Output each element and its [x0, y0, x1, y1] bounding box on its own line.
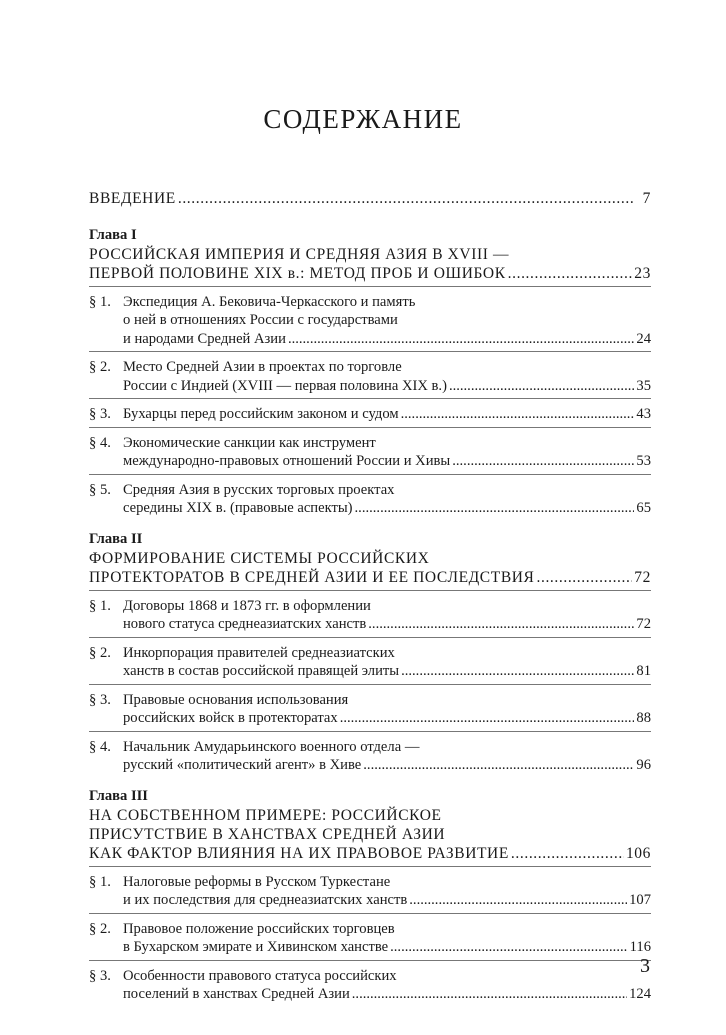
dot-leader [537, 568, 633, 587]
toc-page-number: 23 [634, 264, 651, 282]
toc-line [89, 844, 651, 863]
section-body [123, 920, 651, 957]
toc-line [89, 190, 651, 209]
chapter-title-line: ПРИСУТСТВИЕ В ХАНСТВАХ СРЕДНЕЙ АЗИИ [89, 825, 446, 843]
toc-page-number: 116 [629, 939, 651, 955]
toc-page-number: 88 [636, 710, 651, 726]
section-title-line: ханств в состав российской правящей элиты [123, 663, 400, 679]
section-divider [89, 351, 651, 352]
toc-section [89, 920, 651, 957]
section-number: § 2. [89, 644, 111, 661]
chapter-label: Глава III [89, 787, 148, 804]
section-title-line: Правовое положение российских торговцев [123, 920, 395, 937]
chapter-title-line: КАК ФАКТОР ВЛИЯНИЯ НА ИХ ПРАВОВОЕ РАЗВИТИЕ [89, 844, 509, 862]
toc-line [123, 985, 651, 1004]
section-divider [89, 286, 651, 287]
dot-leader [178, 190, 635, 209]
section-title-line: середины XIX в. (правовые аспекты) [123, 500, 353, 516]
toc-section [89, 597, 651, 634]
dot-leader [452, 452, 634, 471]
toc-section [89, 293, 651, 349]
section-divider [89, 866, 651, 867]
section-title-line: Средняя Азия в русских торговых проектах [123, 481, 395, 498]
toc-section [89, 481, 651, 518]
dot-leader [449, 377, 634, 396]
section-divider [89, 427, 651, 428]
section-divider [89, 474, 651, 475]
toc-line [123, 452, 651, 471]
dot-leader [288, 330, 634, 349]
toc-section [89, 873, 651, 910]
toc-line [123, 756, 651, 775]
section-title-line: в Бухарском эмирате и Хивинском ханстве [123, 939, 389, 955]
chapter-title-line: НА СОБСТВЕННОМ ПРИМЕРЕ: РОССИЙСКОЕ [89, 806, 442, 824]
section-title-line: русский «политический агент» в Хиве [123, 757, 362, 773]
section-body [123, 481, 651, 518]
dot-leader [511, 844, 624, 863]
section-title-line: Начальник Амударьинского военного отдела — [123, 738, 420, 755]
toc-section [89, 434, 651, 471]
toc-line [123, 615, 651, 634]
section-title-line: Договоры 1868 и 1873 гг. в оформлении [123, 597, 371, 614]
section-number: § 4. [89, 738, 111, 755]
toc-section [89, 358, 651, 395]
toc-page-number: 106 [625, 844, 651, 862]
section-body [123, 691, 651, 728]
toc-line [123, 662, 651, 681]
section-title-line: российских войск в протекторатах [123, 710, 338, 726]
section-body [123, 358, 651, 395]
toc-line [123, 330, 651, 349]
section-divider [89, 913, 651, 914]
section-number: § 1. [89, 293, 111, 310]
toc-line [123, 499, 651, 518]
toc-page-number: 96 [636, 757, 651, 773]
section-title-line: Правовые основания использования [123, 691, 349, 708]
toc-section [89, 405, 651, 424]
intro-label: ВВЕДЕНИЕ [89, 190, 176, 207]
toc-line [123, 377, 651, 396]
section-body [123, 434, 651, 471]
section-number: § 4. [89, 434, 111, 451]
section-divider [89, 684, 651, 685]
toc-page-number: 72 [636, 616, 651, 632]
chapter-block [89, 226, 651, 518]
dot-leader [508, 264, 633, 283]
section-title-line: нового статуса среднеазиатских ханств [123, 616, 367, 632]
toc-page-number: 81 [636, 663, 651, 679]
section-body [123, 644, 651, 681]
section-title-line: Экспедиция А. Бековича-Черкасского и память [123, 293, 416, 310]
section-body [123, 597, 651, 634]
toc-page-number: 43 [636, 406, 651, 422]
section-body [123, 738, 651, 775]
dot-leader [409, 891, 627, 910]
chapter-label: Глава I [89, 226, 137, 243]
section-body [123, 405, 651, 424]
toc-page-number: 53 [636, 453, 651, 469]
section-number: § 2. [89, 920, 111, 937]
section-title-line: Экономические санкции как инструмент [123, 434, 376, 451]
dot-leader [368, 615, 634, 634]
toc-line [123, 891, 651, 910]
section-number: § 3. [89, 406, 111, 422]
section-body [123, 873, 651, 910]
toc-line [123, 938, 651, 957]
section-number: § 1. [89, 597, 111, 614]
toc-page-number: 7 [642, 190, 651, 207]
toc-section [89, 967, 651, 1004]
section-divider [89, 398, 651, 399]
dot-leader [355, 499, 635, 518]
toc-line [89, 568, 651, 587]
dot-leader [390, 938, 628, 957]
section-divider [89, 590, 651, 591]
toc-section [89, 691, 651, 728]
table-of-contents [89, 190, 651, 1016]
section-title-line: России с Индией (XVIII — первая половина XIX в.) [123, 377, 447, 394]
toc-page-number: 72 [634, 568, 651, 586]
toc-section [89, 644, 651, 681]
section-title-line: Особенности правового статуса российских [123, 967, 397, 984]
section-title-line: Инкорпорация правителей среднеазиатских [123, 644, 395, 661]
chapter-label: Глава II [89, 530, 143, 547]
section-title-line: о ней в отношениях России с государствами [123, 312, 398, 328]
section-title-line: Бухарцы перед российским законом и судом [123, 406, 399, 422]
toc-line [89, 264, 651, 283]
toc-section [89, 738, 651, 775]
section-divider [89, 637, 651, 638]
section-number: § 5. [89, 481, 111, 498]
section-divider [89, 960, 651, 961]
toc-page-number: 24 [636, 330, 651, 347]
section-number: § 2. [89, 359, 111, 375]
chapter-title-line: ПРОТЕКТОРАТОВ В СРЕДНЕЙ АЗИИ И ЕЕ ПОСЛЕДСТВИЯ [89, 568, 535, 586]
section-number: § 3. [89, 691, 111, 708]
dot-leader [401, 662, 634, 681]
chapter-title-line: РОССИЙСКАЯ ИМПЕРИЯ И СРЕДНЯЯ АЗИЯ В XVIII — [89, 245, 510, 263]
toc-line [123, 405, 651, 424]
dot-leader [352, 985, 627, 1004]
section-title-line: поселений в ханствах Средней Азии [123, 986, 350, 1002]
chapter-title-line: ФОРМИРОВАНИЕ СИСТЕМЫ РОССИЙСКИХ [89, 549, 430, 567]
toc-line [123, 709, 651, 728]
section-number: § 3. [89, 967, 111, 984]
chapter-title-line: ПЕРВОЙ ПОЛОВИНЕ XIX в.: МЕТОД ПРОБ И ОШИБОК [89, 264, 506, 282]
toc-page-number: 124 [629, 986, 651, 1002]
section-title-line: и народами Средней Азии [123, 330, 286, 347]
section-number: § 1. [89, 873, 111, 890]
section-body [123, 967, 651, 1004]
section-title-line: и их последствия для среднеазиатских ханств [123, 892, 408, 908]
dot-leader [363, 756, 634, 775]
toc-page-number: 35 [636, 377, 651, 394]
section-divider [89, 731, 651, 732]
section-title-line: международно-правовых отношений России и Хивы [123, 453, 451, 469]
section-body [123, 293, 651, 349]
page-number: 3 [640, 955, 650, 977]
chapter-block [89, 787, 651, 1004]
page-title: СОДЕРЖАНИЕ [263, 104, 463, 134]
toc-page-number: 65 [636, 500, 651, 516]
section-title-line: Налоговые реформы в Русском Туркестане [123, 873, 391, 890]
dot-leader [401, 405, 635, 424]
toc-page-number: 107 [629, 892, 651, 908]
section-title-line: Место Средней Азии в проектах по торговле [123, 359, 402, 375]
chapter-block [89, 530, 651, 775]
dot-leader [340, 709, 635, 728]
